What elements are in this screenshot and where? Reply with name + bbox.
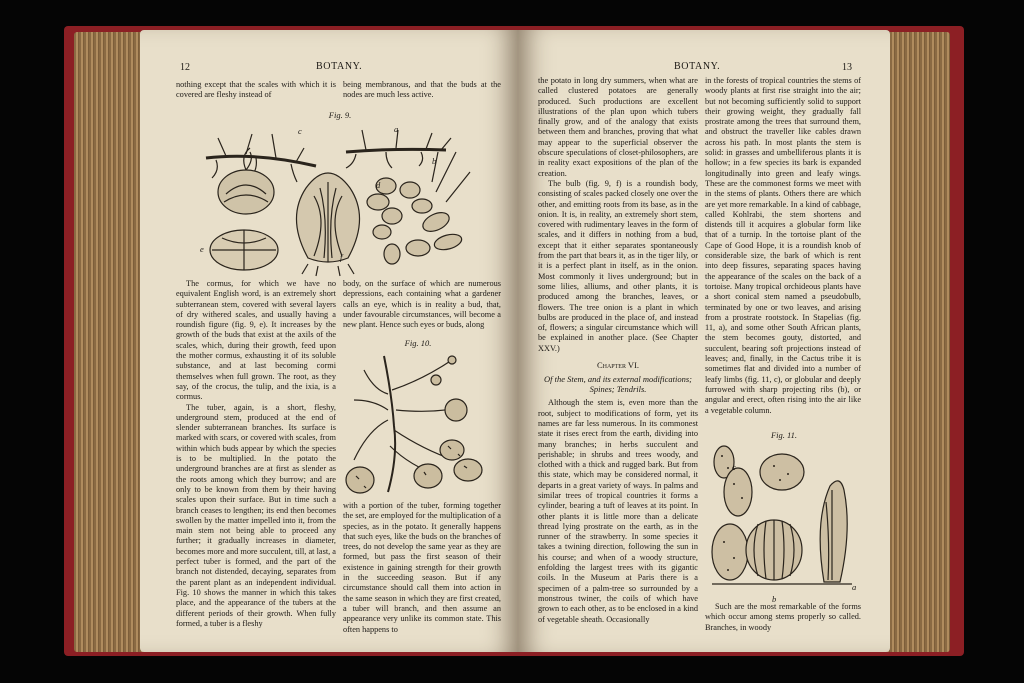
right-page-col2-top: [705, 76, 861, 416]
fig11-illustration: [708, 442, 858, 592]
page-number-right: 13: [842, 62, 852, 73]
right-page-edges: [880, 32, 950, 652]
fig9-letter-c: c: [298, 126, 302, 136]
running-header-right: BOTANY.: [674, 61, 721, 72]
paragraph: The tuber, again, is a short, fleshy, underground stem, produced at the end of slender subterranean branches. Its surface is marked with scars, or covered with scales, from within which buds appear by which the species is to be multiplied. In the potato the underground branches are at first as slender as the roots among which they burrow; and are only to be known from them by their having scales upon their surface. But in time such a branch ceases to lengthen; its end then becomes swollen by the matter impelled into it, from the main stem not being able to proceed any further; it gradually increases in diameter, becomes more and more succulent, till, at last, a perfect tuber is formed, and the part of the branch not distended, decaying, separates from the parent plant as an independent individual. Fig. 10 shows the manner in which this takes place, and the appearance of the tubers at the different periods of their growth. When fully formed, a tuber is a fleshy: [176, 402, 336, 628]
paragraph: nothing except that the scales with which it is covered are fleshy instead of: [176, 80, 336, 100]
fig11-letter-a: a: [852, 582, 857, 592]
left-page-col1: [176, 279, 336, 629]
chapter-subheading: Of the Stem, and its external modifications; Spines; Tendrils.: [543, 374, 693, 395]
fig10-caption: Fig. 10.: [404, 338, 432, 348]
left-page-col2-top: [343, 279, 501, 330]
paragraph: Although the stem is, even more than the root, subject to modifications of form, yet its names are far less numerous. In its commonest state it rises erect from the earth, dividing into many branches; in herbs succulent and perishable; in shrubs and trees woody, and clothed with a thick and rugged bark. But from this state, which may be considered normal, it departs in a great variety of ways. In palms and similar trees of tropical countries it forms a cylinder, bearing a tuft of leaves at its point. In other plants it is little more than a delicate thread lying prostrate on the earth, as in the runner of the strawberry. In some species it takes a twining direction, following the sun in his course; and when of a woody structure, enfolding the largest trees with its gigantic coils. In the Museum at Paris there is a specimen of a palm-tree so surrounded by a monstrous twiner, the coils of which have grown to each other, as to be enclosed in a kind of vegetable sheath. Occasionally: [538, 398, 698, 624]
left-page-col2-bottom: [343, 501, 501, 635]
left-page-edges: [74, 32, 144, 652]
running-header-left: BOTANY.: [316, 61, 363, 72]
right-page: [518, 30, 890, 652]
chapter-heading: Chapter VI.: [596, 360, 640, 371]
paragraph: body, on the surface of which are numerous depressions, each containing what a gardener calls an eye, which is in reality a bud, that, under favourable circumstances, will become a new plant. Hence such eyes or buds, along: [343, 279, 501, 330]
fig11-letter-c: c: [732, 462, 736, 472]
paragraph: The cormus, for which we have no equivalent English word, is an extremely short subterranean stem, covered with several layers of dry withered scales, and usually having a roundish figure (fig. 9, e). It increases by the growth of the buds that exist at the axils of the scales, which, during their growth, feed upon the mother cormus, exhausting it of its soluble substance, and at last becoming cormi themselves when full grown. The root, as they say, of the crocus, the tulip, and the ixia, is a cormus.: [176, 279, 336, 402]
paragraph: the potato in long dry summers, when what are called clustered potatoes are generally produced. Such productions are excellent illustrations of the plan upon which tubers finally grow, and of the analogy that exists between them and branches, proving that what may appear to the superficial observer the obscure speculations of closet-philosophers, are in reality exact expositions of the plan of the creation.: [538, 76, 698, 178]
fig9-letter-f: f: [340, 252, 343, 262]
page-number-left: 12: [180, 62, 190, 73]
top-text-col2: [343, 80, 501, 101]
left-page: [140, 30, 518, 652]
fig9-letter-d: d: [376, 180, 381, 190]
paragraph: Such are the most remarkable of the forms which occur among stems properly so called. Branches, in woody: [705, 602, 861, 632]
fig11-caption: Fig. 11.: [770, 430, 798, 440]
paragraph: being membranous, and that the buds at the nodes are much less active.: [343, 80, 501, 100]
top-text-col1: [176, 80, 336, 101]
paragraph: with a portion of the tuber, forming together the set, are employed for the multiplication of a species, as in the potato. It generally happens that such eyes, like the buds on the branches of trees, do not develop the same year as they are formed, but pass the first season of their existence in gaining strength for their growth in the succeeding season. But if any circumstance should call them into action in the same season in which they are first created, a tuber will branch, and then assume an appearance very unlike its common state. This often happens to: [343, 501, 501, 634]
fig9-letter-e: e: [200, 244, 204, 254]
fig10-illustration: [344, 350, 494, 498]
paragraph: in the forests of tropical countries the stems of woody plants at first rise straight into the air; but not becoming sufficiently solid to support their growing weight, they gradually fall prostrate among the trees that surround them, and obstruct the traveller like cables drawn across his path. In most plants the stem is solid: in grasses and umbelliferous plants it is hollow; in a few species its bark is expanded longitudinally into green and leafy wings. These are the commonest forms we meet with in the stems of plants. Others there are which are yet more remarkable. In a kind of cabbage, called Kohlrabi, the stem shortens and distends till it acquires a globular form like that of a turnip. In the tortoise plant of the Cape of Good Hope, it is a roundish knob of considerable size, the bark of which is rent into deep fissures, separating spaces having the appearance of the scales on the back of a tortoise. Many tropical orchideous plants have a short conical stem named a pseudobulb, terminated by one or two leaves, and arising from a prostrate rootstock. In Stapelias (fig. 11, a), and some other South African plants, the stem becomes gouty, distorted, and succulent, bearing soft projections instead of leaves; and, finally, in the Cactus tribe it is sometimes flat and divided into a number of leafy limbs (fig. 11, c), or globular and deeply furrowed with sharp projecting ribs (b), or angular and erect, often rising into the air like a vegetable column.: [705, 76, 861, 415]
fig11-letter-b: b: [772, 594, 777, 604]
right-page-col1: [538, 76, 698, 625]
fig9-letter-a: a: [394, 124, 399, 134]
right-page-col2-bottom: [705, 602, 861, 633]
fig9-caption: Fig. 9.: [328, 110, 352, 120]
paragraph: The bulb (fig. 9, f) is a roundish body, consisting of scales packed closely one over the other, and emitting roots from its base, as in the onion. It is, in reality, an extremely short stem, covered with rudimentary leaves in the form of scales, and it differs in nothing from a bud, except that it either separates spontaneously from the part that bears it, as in the tiger lily, or it is a perfect plant in itself, as in the onion. Most commonly it lives underground; but in some lilies, alliums, and other plants, it is produced among the branches, leaves, or flowers. The tree onion is a plant in which bulbs are produced in the place of, and instead of, flowers; a singular circumstance which will be explained in another place. (See Chapter XXV.): [538, 178, 698, 353]
fig9-letter-b: b: [432, 156, 437, 166]
